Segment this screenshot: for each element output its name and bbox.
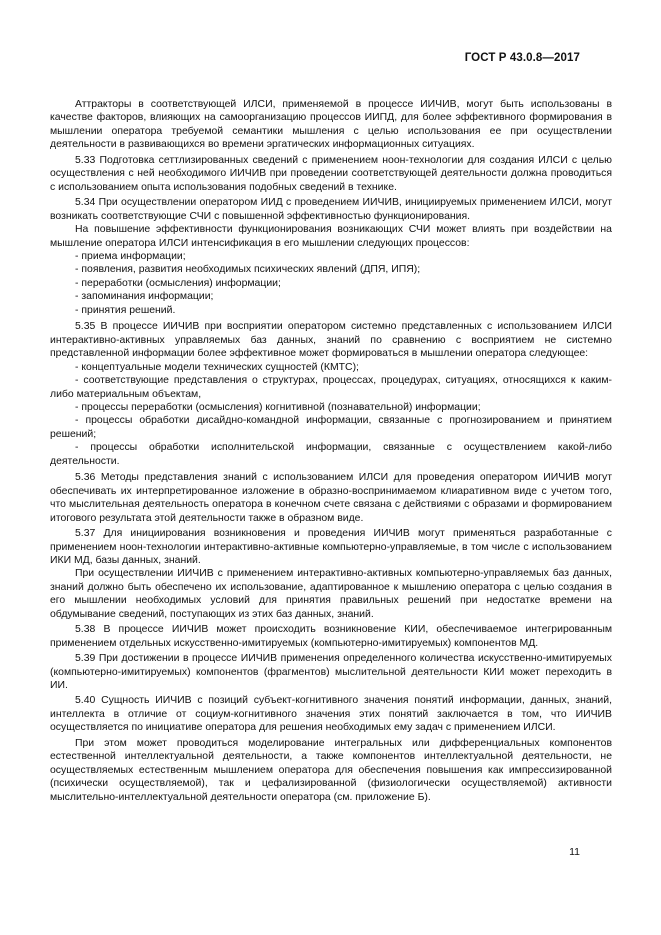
document-body <box>50 98 612 806</box>
list-item: - концептуальные модели технических сущностей (КМТС); <box>75 361 359 373</box>
page-number: 11 <box>569 846 580 858</box>
list-processes <box>50 250 612 317</box>
list-item: - соответствующие представления о структурах, процессах, процедурах, ситуациях, относящихся к каким-либо материальным объектам, <box>50 375 612 400</box>
paragraph-5-40-continued: При этом может проводиться моделирование интегральных или дифференциальных компонентов естественной интеллектуальной деятельности, а также компонентов интеллектуальной деятельности, не осуществляемых естественным мышлением оператора для обеспечения повышения как импрессизированной (психически осуществляемой), так и цефализированной (физиологически осуществляемой) активности мыслительно-интеллектуальной деятельности оператора (см. приложение Б). <box>50 737 612 803</box>
paragraph-5-34: 5.34 При осуществлении оператором ИИД с проведением ИИЧИВ, инициируемых применением ИЛСИ, могут возникать соответствующие СЧИ с повышенной эффективностью функционирования. <box>50 197 612 222</box>
paragraph-5-37: 5.37 Для инициирования возникновения и проведения ИИЧИВ могут применяться разработанные с применением ноон-технологии интерактивно-активные компьютерно-управляемые, в том числе с использованием ИКИ МД, базы данных, знаний. <box>50 528 612 566</box>
paragraph-5-39: 5.39 При достижении в процессе ИИЧИВ применения определенного количества искусственно-имитируемых (компьютерно-имитируемых) компонентов (фрагментов) мыслительной деятельности КИИ может переходить в ИИ. <box>50 653 612 692</box>
list-item: - процессы обработки исполнительской информации, связанные с осуществлением какой-либо деятельности. <box>50 442 612 467</box>
list-item: - процессы переработки (осмысления) когнитивной (познавательной) информации; <box>75 401 481 413</box>
paragraph-5-36: 5.36 Методы представления знаний с использованием ИЛСИ для проведения оператором ИИЧИВ могут обеспечивать их интерпретированное изложение в образно-воспринимаемом клиаративном виде с учетом того, что мыслительная деятельность оператора в конечном счете связана с действиями с образами и формированием итогового результата этой деятельности также в образном виде. <box>50 472 612 524</box>
paragraph-5-35: 5.35 В процессе ИИЧИВ при восприятии оператором системно представленных с использованием ИЛСИ интерактивно-активных управляемых баз данных, знаний по сравнению с восприятием не системно представленной информации более эффективное может формироваться в мышлении оператора следующее: <box>50 321 612 360</box>
paragraph-5-33: 5.33 Подготовка сеттлизированных сведений с применением ноон-технологии для создания ИЛСИ с целью осуществления с ней необходимого ИИЧИВ при проведении соответствующей деятельности должна проводиться с использованием опыта использования подобных сведений в технике. <box>50 154 612 193</box>
paragraph-5-38: 5.38 В процессе ИИЧИВ может происходить возникновение КИИ, обеспечиваемое интегрированным применением отдельных искусственно-имитируемых (компьютерно-имитируемых) компонентов МД. <box>50 624 612 649</box>
list-item: - процессы обработки дисайдно-командной информации, связанные с прогнозированием и принятием решений; <box>50 415 612 440</box>
paragraph-5-34-continued: На повышение эффективности функционирования возникающих СЧИ может влиять при воздействии на мышление оператора ИЛСИ интенсификация в его мышлении следующих процессов: <box>50 224 612 249</box>
list-item: - переработки (осмысления) информации; <box>75 277 281 289</box>
paragraph-attractors: Аттракторы в соответствующей ИЛСИ, применяемой в процессе ИИЧИВ, могут быть использованы в качестве факторов, влияющих на самоорганизацию процессов ИИПД, для более эффективного формирования в мышлении оператора требуемой семантики мышления с целью использования ее при осуществлении деятельности в развивающихся во времени эргатических информационных ситуациях. <box>50 99 612 151</box>
list-item: - приема информации; <box>75 250 186 262</box>
paragraph-5-37-continued: При осуществлении ИИЧИВ с применением интерактивно-активных компьютерно-управляемых баз данных, знаний должно быть обеспечено их использование, адаптированное к мышлению оператора с целью создания в его мышлении необходимых условий для принятия правильных решений при недостатке времени на обдумывание сведений, поступающих из этих баз данных, знаний. <box>50 568 612 620</box>
list-item: - появления, развития необходимых психических явлений (ДПЯ, ИПЯ); <box>75 264 421 276</box>
document-standard-code: ГОСТ Р 43.0.8—2017 <box>464 52 580 64</box>
list-formed-items <box>50 361 612 469</box>
list-item: - запоминания информации; <box>75 291 214 303</box>
list-item: - принятия решений. <box>75 304 176 316</box>
paragraph-5-40: 5.40 Сущность ИИЧИВ с позиций субъект-когнитивного значения понятий информации, данных, знаний, интеллекта в отличие от социум-когнитивного значения этих понятий заключается в том, что ИИЧИВ осуществляется по инициативе оператора для решения необходимых ему задач с применением ИЛСИ. <box>50 695 612 734</box>
